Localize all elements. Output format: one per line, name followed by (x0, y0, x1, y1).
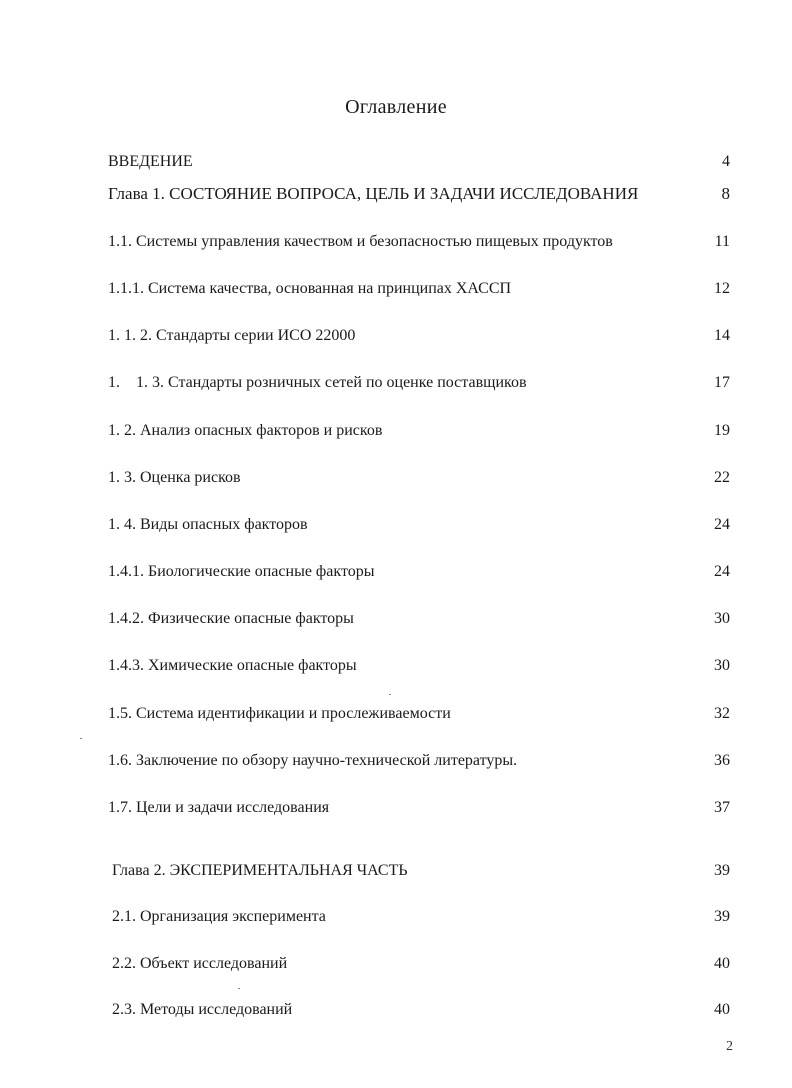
toc-entry (108, 422, 730, 440)
toc-label: 1. 1. 2. Стандарты серии ИСО 22000 (108, 327, 356, 344)
toc-label: Глава 2. ЭКСПЕРИМЕНТАЛЬНАЯ ЧАСТЬ (112, 862, 408, 879)
toc-entry (108, 799, 730, 817)
page-title: Оглавление (345, 96, 447, 118)
scan-speck (238, 988, 240, 989)
toc-label: 1.5. Система идентификации и прослеживаемости (108, 705, 451, 722)
toc-page: 37 (714, 799, 730, 816)
toc-label: 2.3. Методы исследований (112, 1001, 293, 1018)
toc-label: Глава 1. СОСТОЯНИЕ ВОПРОСА, ЦЕЛЬ И ЗАДАЧИ ИССЛЕДОВАНИЯ (108, 184, 639, 203)
toc-entry (112, 955, 730, 973)
toc-page: 39 (714, 908, 730, 925)
toc-page: 39 (714, 862, 730, 879)
toc-entry (108, 610, 730, 628)
toc-page: 24 (714, 563, 730, 580)
toc-page: 40 (714, 955, 730, 972)
toc-page: 22 (714, 469, 730, 486)
toc-label: 1.1. Системы управления качеством и безопасностью пищевых продуктов (108, 233, 613, 250)
toc-entry (112, 862, 730, 880)
toc-label: 2.2. Объект исследований (112, 955, 288, 972)
toc-entry (108, 516, 730, 534)
toc-entry (108, 233, 730, 251)
toc-entry (108, 563, 730, 581)
toc-page: 8 (721, 184, 730, 203)
toc-label: 1. 3. Оценка рисков (108, 469, 241, 486)
toc-page: 32 (714, 705, 730, 722)
toc-label: 1.6. Заключение по обзору научно-технической литературы. (108, 752, 518, 769)
toc-page: 30 (714, 657, 730, 674)
scan-speck (80, 738, 82, 739)
toc-page: 36 (714, 752, 730, 769)
toc-page: 19 (714, 422, 730, 439)
toc-label: 1. 1. 3. Стандарты розничных сетей по оценке поставщиков (108, 374, 527, 391)
toc-entry (108, 469, 730, 487)
toc-entry (108, 280, 730, 298)
toc-entry (108, 705, 730, 723)
toc-label: 1.1.1. Система качества, основанная на принципах ХАССП (108, 280, 512, 297)
toc-label: ВВЕДЕНИЕ (108, 153, 193, 170)
toc-page: 12 (714, 280, 730, 297)
toc-entry (108, 153, 730, 171)
page-number: 2 (726, 1039, 733, 1054)
toc-page: 40 (714, 1001, 730, 1018)
toc-entry (108, 752, 730, 770)
scan-speck (389, 694, 391, 695)
toc-page: 14 (714, 327, 730, 344)
toc-entry (112, 908, 730, 926)
toc-page: 11 (714, 233, 730, 250)
toc-entry (108, 374, 730, 392)
toc-page: 24 (714, 516, 730, 533)
toc-label: 2.1. Организация эксперимента (112, 908, 326, 925)
toc-page: 17 (714, 374, 730, 391)
toc-entry (108, 657, 730, 675)
toc-entry (108, 184, 730, 204)
toc-entry (112, 1001, 730, 1019)
toc-label: 1. 2. Анализ опасных факторов и рисков (108, 422, 383, 439)
toc-label: 1.7. Цели и задачи исследования (108, 799, 330, 816)
toc-label: 1.4.1. Биологические опасные факторы (108, 563, 375, 580)
toc-page: 30 (714, 610, 730, 627)
toc-label: 1.4.3. Химические опасные факторы (108, 657, 357, 674)
toc-label: 1.4.2. Физические опасные факторы (108, 610, 354, 627)
toc-label: 1. 4. Виды опасных факторов (108, 516, 308, 533)
toc-page: 4 (722, 153, 730, 170)
toc-entry (108, 327, 730, 345)
